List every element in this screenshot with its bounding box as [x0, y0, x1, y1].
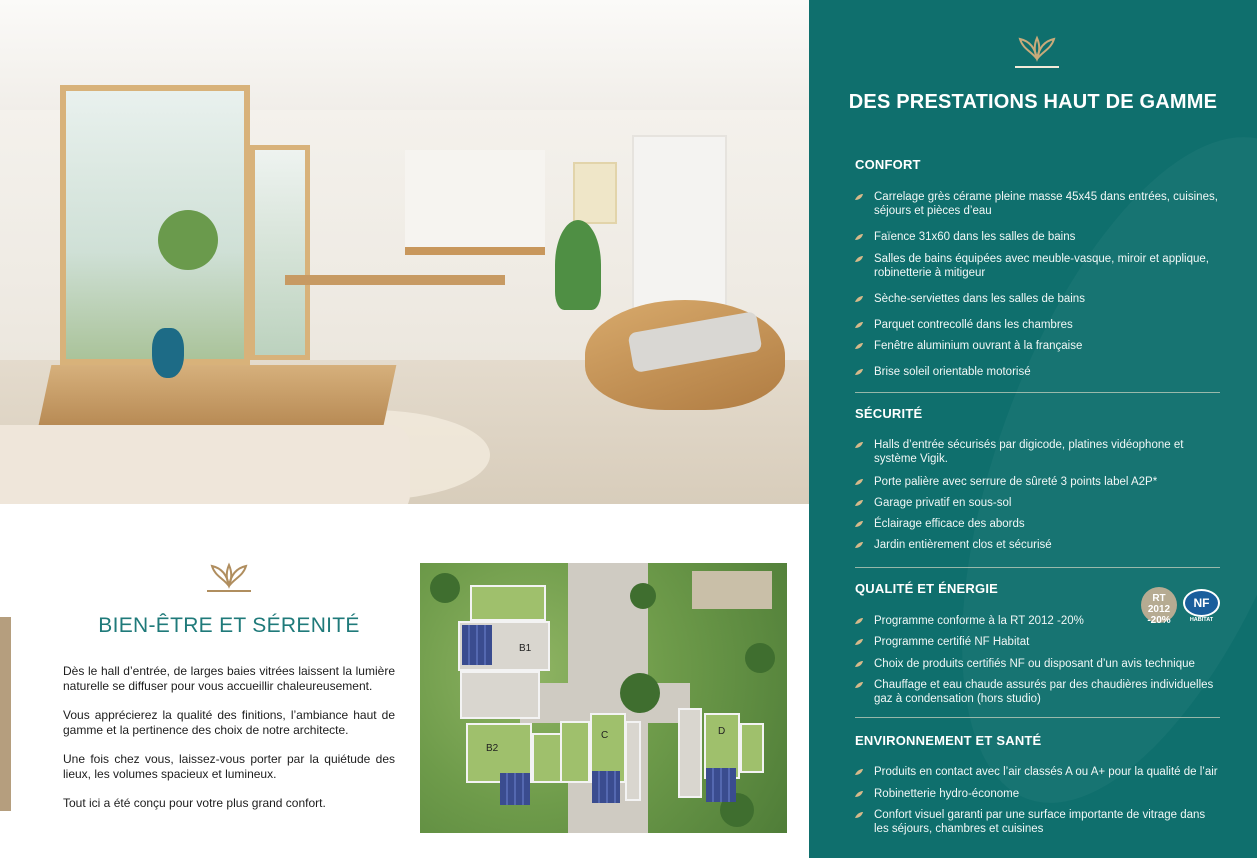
section-securite — [855, 406, 1220, 551]
wellbeing-section — [63, 560, 395, 811]
leaf-bullet-icon — [854, 233, 864, 241]
list-item — [874, 190, 1220, 218]
wellbeing-paragraph: Tout ici a été conçu pour votre plus grand confort. — [63, 796, 326, 810]
plan-solar-panel — [592, 771, 620, 803]
plan-terrace — [460, 671, 540, 719]
leaf-bullet-icon — [854, 193, 864, 201]
plan-label-b1: B1 — [519, 643, 532, 654]
section-divider — [855, 392, 1220, 393]
leaf-bullet-icon — [854, 638, 864, 646]
list-item — [874, 230, 1220, 244]
nf-habitat-badge — [1183, 589, 1220, 623]
list-item — [874, 365, 1220, 379]
rt-badge-line: RT — [1152, 593, 1166, 604]
item-text: Carrelage grès cérame pleine masse 45x45 dans entrées, cuisines, séjours et pièces d’eau — [874, 191, 1218, 217]
item-text: Choix de produits certifiés NF ou disposant d’un avis technique — [874, 658, 1195, 670]
plan-tree — [430, 573, 460, 603]
plan-roof — [470, 585, 546, 621]
plan-solar-panel — [500, 773, 530, 805]
photo-dining-table — [285, 275, 505, 285]
section-confort — [855, 157, 1220, 378]
plan-terrace — [678, 708, 702, 798]
leaf-bullet-icon — [854, 520, 864, 528]
plan-tree — [630, 583, 656, 609]
plan-roof — [532, 733, 562, 783]
leaf-logo-icon — [1017, 34, 1057, 62]
rt2012-badge — [1141, 587, 1177, 626]
nf-logo-sub: HABITAT — [1189, 617, 1214, 623]
section-title: SÉCURITÉ — [855, 406, 923, 421]
list-item — [874, 678, 1220, 706]
list-item — [874, 808, 1220, 836]
leaf-bullet-icon — [854, 617, 864, 625]
list-item — [874, 339, 1220, 353]
interior-photo — [0, 0, 809, 504]
list-item — [874, 438, 1220, 466]
aerial-site-plan — [420, 563, 787, 833]
section-title: CONFORT — [855, 157, 921, 172]
photo-window — [60, 85, 250, 365]
photo-plant — [158, 210, 218, 270]
list-item — [874, 292, 1220, 306]
section-divider — [855, 567, 1220, 568]
item-text: Programme conforme à la RT 2012 -20% — [874, 615, 1084, 627]
plan-label-d: D — [718, 726, 726, 737]
leaf-bullet-icon — [854, 441, 864, 449]
title-rule — [207, 590, 251, 592]
item-text: Éclairage efficace des abords — [874, 518, 1025, 530]
item-text: Faïence 31x60 dans les salles de bains — [874, 231, 1076, 243]
item-text: Programme certifié NF Habitat — [874, 636, 1030, 648]
wellbeing-paragraph: Une fois chez vous, laissez-vous porter par la quiétude des lieux, les volumes spacieux et lumineux. — [63, 752, 395, 781]
photo-poster — [573, 162, 617, 224]
rt-badge-line: 2012 — [1147, 604, 1171, 615]
list-item — [874, 318, 1220, 332]
leaf-bullet-icon — [854, 478, 864, 486]
list-item — [874, 657, 1220, 671]
list-item — [874, 252, 1220, 280]
wellbeing-title: BIEN-ÊTRE ET SÉRENITÉ — [98, 614, 360, 637]
item-text: Sèche-serviettes dans les salles de bains — [874, 293, 1085, 305]
plan-terrace — [625, 721, 641, 801]
photo-coffee-table — [39, 365, 397, 425]
item-text: Parquet contrecollé dans les chambres — [874, 319, 1073, 331]
leaf-bullet-icon — [854, 342, 864, 350]
item-text: Fenêtre aluminium ouvrant à la française — [874, 340, 1083, 352]
leaf-bullet-icon — [854, 368, 864, 376]
leaf-bullet-icon — [854, 499, 864, 507]
leaf-bullet-icon — [854, 681, 864, 689]
section-title: QUALITÉ ET ÉNERGIE — [855, 581, 999, 596]
wellbeing-paragraph: Dès le hall d’entrée, de larges baies vitrées laissent la lumière naturelle se diffuser pour vous accueillir chaleureusement. — [63, 664, 395, 693]
plan-solar-panel — [706, 768, 736, 802]
item-text: Confort visuel garanti par une surface importante de vitrage dans les séjours, chambres et cuisines — [874, 809, 1206, 835]
leaf-bullet-icon — [854, 660, 864, 668]
item-text: Chauffage et eau chaude assurés par des chaudières individuelles gaz à condensation (hors studio) — [874, 679, 1214, 705]
item-text: Produits en contact avec l’air classés A ou A+ pour la qualité de l’air — [874, 766, 1218, 778]
item-text: Salles de bains équipées avec meuble-vasque, miroir et applique, robinetterie à mitigeur — [874, 253, 1209, 279]
list-item — [874, 475, 1220, 489]
leaf-bullet-icon — [854, 295, 864, 303]
photo-window-side — [250, 145, 310, 360]
photo-kitchen — [405, 150, 545, 255]
leaf-logo-icon — [209, 560, 249, 590]
side-accent-bar — [0, 617, 11, 811]
leaf-bullet-icon — [854, 768, 864, 776]
list-item — [874, 496, 1220, 510]
plan-tree — [620, 673, 660, 713]
section-divider — [855, 717, 1220, 718]
item-text: Porte palière avec serrure de sûreté 3 points label A2P* — [874, 476, 1158, 488]
section-environnement-sante — [855, 733, 1220, 835]
plan-label-c: C — [601, 730, 609, 741]
list-item — [874, 538, 1220, 552]
photo-vase — [152, 328, 184, 378]
plan-solar-panel — [462, 625, 492, 665]
list-item — [874, 787, 1220, 801]
plan-roof — [560, 721, 590, 783]
features-panel — [809, 0, 1257, 858]
leaf-bullet-icon — [854, 541, 864, 549]
section-title: ENVIRONNEMENT ET SANTÉ — [855, 733, 1042, 748]
photo-plant-right — [555, 220, 601, 310]
plan-label-b2: B2 — [486, 743, 499, 754]
photo-sofa — [0, 425, 410, 504]
wellbeing-paragraph: Vous apprécierez la qualité des finitions, l’ambiance haut de gamme et la pertinence des choix de notre architecte. — [63, 708, 395, 737]
item-text: Garage privatif en sous-sol — [874, 497, 1012, 509]
list-item — [874, 635, 1220, 649]
item-text: Brise soleil orientable motorisé — [874, 366, 1031, 378]
item-text: Jardin entièrement clos et sécurisé — [874, 539, 1052, 551]
list-item — [874, 765, 1220, 779]
item-text: Robinetterie hydro-économe — [874, 788, 1020, 800]
leaf-bullet-icon — [854, 790, 864, 798]
rt-badge-line: -20% — [1147, 615, 1171, 626]
leaf-bullet-icon — [854, 255, 864, 263]
plan-tree — [745, 643, 775, 673]
list-item — [874, 517, 1220, 531]
title-rule — [1015, 66, 1059, 68]
leaf-bullet-icon — [854, 321, 864, 329]
plan-shed — [692, 571, 772, 609]
plan-roof — [740, 723, 764, 773]
leaf-bullet-icon — [854, 811, 864, 819]
nf-logo: NF — [1183, 589, 1220, 617]
panel-title: DES PRESTATIONS HAUT DE GAMME — [848, 91, 1218, 113]
item-text: Halls d’entrée sécurisés par digicode, platines vidéophone et système Vigik. — [874, 439, 1184, 465]
